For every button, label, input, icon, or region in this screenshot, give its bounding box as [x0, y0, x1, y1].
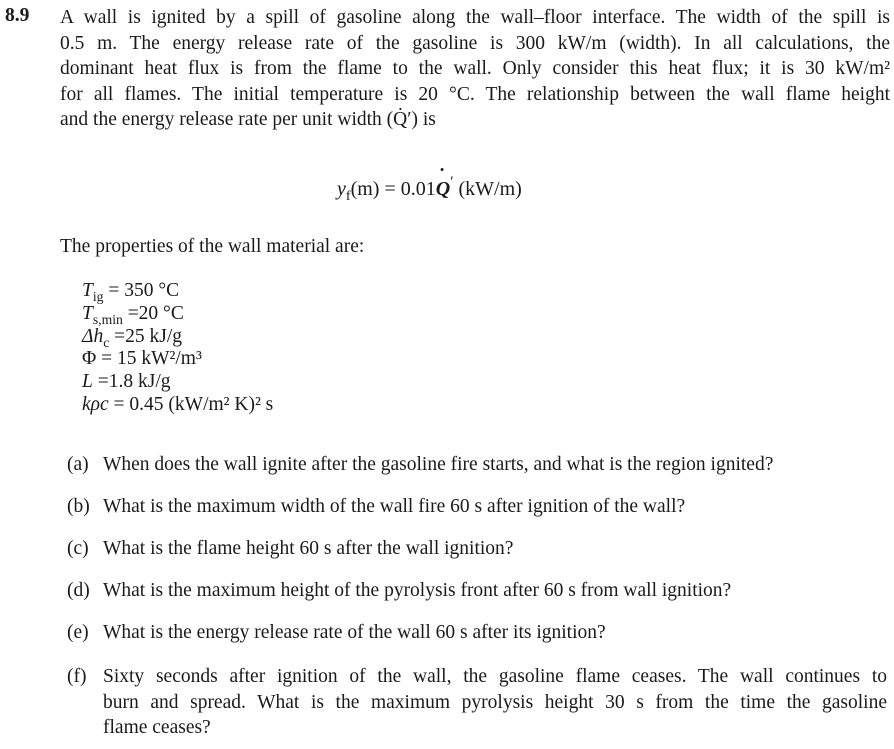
- equation-coef: = 0.01: [379, 178, 436, 200]
- property-value: =1.8 kJ/g: [92, 371, 171, 393]
- statement-line: A wall is ignited by a spill of gasoline along the wall–floor interface. The width of the spill is: [60, 7, 890, 28]
- property-item: [82, 348, 273, 371]
- statement-line: 0.5 m. The energy release rate of the gasoline is 300 kW/m (width). In all calculations, the: [60, 32, 890, 54]
- equation-units: (kW/m): [453, 178, 522, 200]
- question-b: [67, 496, 685, 518]
- equation-lhs-var: y: [337, 178, 346, 200]
- question-text: What is the maximum height of the pyrolysis front after 60 s from wall ignition?: [103, 580, 732, 601]
- question-text-line: burn and spread. What is the maximum pyrolysis height 30 s from the time the gasoline: [103, 691, 887, 713]
- question-text: What is the flame height 60 s after the wall ignition?: [103, 538, 514, 559]
- question-label: (d): [67, 580, 90, 601]
- property-symbol: L: [82, 371, 93, 393]
- problem-number: 8.9: [5, 5, 30, 26]
- problem-statement: [60, 5, 890, 133]
- property-subscript: s,min: [92, 311, 123, 327]
- property-value: = 0.45 (kW/m² K)² s: [108, 393, 274, 415]
- question-label: (f): [67, 666, 87, 687]
- statement-line: dominant heat flux is from the flame to the wall. Only consider this heat flux; it is 30 kW/m²: [60, 58, 890, 79]
- property-symbol: Φ: [82, 348, 97, 370]
- equation-lhs-arg: (m): [350, 178, 380, 200]
- question-text: What is the energy release rate of the wall 60 s after its ignition?: [103, 622, 606, 643]
- property-item: [82, 303, 273, 326]
- property-item: [82, 371, 273, 394]
- statement-line: for all flames. The initial temperature is 20 °C. The relationship between the wall flame height: [60, 83, 890, 105]
- property-item: [82, 326, 273, 349]
- equation-q-symbol: ˙ Q: [436, 178, 450, 201]
- question-text-line: Sixty seconds after ignition of the wall, the gasoline flame ceases. The wall continues to: [103, 666, 887, 687]
- property-symbol: Δh: [82, 325, 104, 347]
- question-label: (a): [67, 454, 89, 475]
- property-value: = 350 °C: [103, 280, 180, 301]
- property-value: =25 kJ/g: [109, 325, 183, 347]
- properties-intro: The properties of the wall material are:: [60, 236, 365, 257]
- question-label: (e): [67, 622, 89, 643]
- question-text-line: flame ceases?: [103, 717, 211, 738]
- question-text: What is the maximum width of the wall fire 60 s after ignition of the wall?: [103, 496, 686, 517]
- question-text: When does the wall ignite after the gasoline fire starts, and what is the region ignited?: [103, 454, 774, 475]
- question-c: [67, 538, 513, 560]
- property-item: [82, 280, 273, 303]
- property-symbol: kρc: [82, 393, 109, 415]
- property-value: =20 °C: [122, 302, 184, 324]
- question-text: [103, 664, 887, 741]
- statement-line: and the energy release rate per unit width (Q̇′) is: [60, 109, 436, 130]
- flame-height-equation: [337, 174, 522, 204]
- equation-prime: ′: [450, 174, 454, 190]
- question-label: (b): [67, 496, 90, 517]
- property-item: [82, 394, 273, 417]
- properties-list: [82, 280, 273, 417]
- property-symbol: T: [82, 302, 93, 324]
- question-a: [67, 454, 773, 476]
- property-value: = 15 kW²/m³: [96, 348, 202, 370]
- question-d: [67, 580, 731, 602]
- property-subscript: c: [103, 334, 110, 350]
- question-label: (c): [67, 538, 89, 559]
- equation-lhs-sub: f: [345, 189, 351, 204]
- property-subscript: ig: [92, 288, 104, 304]
- question-e: [67, 622, 606, 644]
- property-symbol: T: [82, 280, 93, 301]
